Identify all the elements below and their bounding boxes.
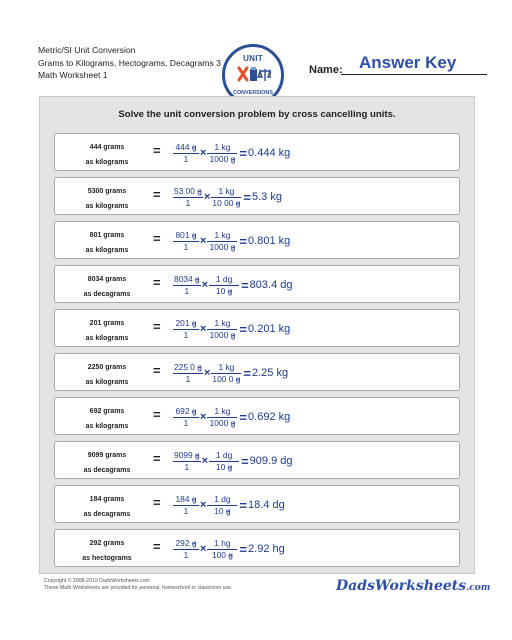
conversion-equation — [173, 314, 290, 344]
conversion-equation — [173, 490, 285, 520]
equals-sign: = — [153, 451, 161, 466]
conversion-equation — [173, 534, 285, 564]
problem-target: as decagrams — [83, 291, 131, 298]
factor-den-value: 1000 — [209, 417, 229, 428]
problem-given: 184 grams — [89, 496, 125, 503]
factor-den-value: 10 — [215, 285, 226, 296]
conversion-factor — [207, 230, 237, 253]
conversion-factor — [207, 494, 237, 517]
answer-value: 2.25 kg — [252, 367, 289, 379]
given-denominator: 1 — [185, 197, 191, 208]
cancelled-unit: g — [230, 417, 236, 428]
conversion-factor — [207, 142, 237, 165]
name-field — [309, 52, 487, 76]
times-sign: × — [200, 499, 207, 511]
given-value: 292 — [175, 537, 190, 548]
brand-tld: .com — [466, 583, 491, 593]
equals-sign: = — [153, 495, 161, 510]
problem-given: 801 grams — [89, 232, 125, 239]
given-fraction — [173, 406, 199, 429]
factor-denominator — [211, 198, 241, 209]
given-value: 53 00 — [174, 185, 195, 196]
problem-prompt — [65, 492, 149, 522]
times-sign: × — [200, 235, 207, 247]
times-sign: × — [203, 191, 211, 203]
conversion-factor — [209, 274, 239, 297]
factor-num-value: 1 — [214, 229, 220, 240]
answer-key-label: Answer Key — [359, 53, 457, 72]
given-denominator: 1 — [183, 417, 189, 428]
problem-given: 8034 grams — [87, 276, 127, 283]
given-denominator: 1 — [183, 549, 189, 560]
factor-denominator — [215, 286, 233, 297]
factor-denominator — [209, 330, 237, 341]
factor-numerator — [214, 230, 232, 241]
problem-given: 9099 grams — [87, 452, 127, 459]
problem-row — [54, 485, 460, 523]
factor-num-unit: kg — [221, 405, 231, 416]
problem-row — [54, 309, 460, 347]
given-value: 801 — [175, 229, 190, 240]
factor-den-value: 100 0 — [212, 373, 234, 384]
factor-num-value: 1 — [214, 493, 219, 504]
cancelled-unit: g — [227, 461, 233, 472]
given-numerator — [175, 406, 198, 417]
times-sign: × — [200, 323, 207, 335]
equals-sign: = — [153, 407, 161, 422]
times-sign: × — [200, 411, 207, 423]
cancelled-unit: g — [191, 493, 197, 504]
given-numerator — [175, 538, 198, 549]
answer-value: 803.4 dg — [249, 279, 293, 291]
factor-num-value: 1 — [214, 405, 220, 416]
conversion-factor — [209, 450, 239, 473]
problem-prompt — [65, 272, 149, 302]
problem-target: as kilograms — [85, 379, 129, 386]
conversion-factor — [211, 362, 241, 385]
cancelled-unit: g — [227, 285, 233, 296]
conversion-factor — [207, 538, 237, 561]
problem-row — [54, 353, 460, 391]
problem-target: as kilograms — [85, 423, 129, 430]
factor-den-value: 1000 — [209, 329, 229, 340]
cancelled-unit: g — [194, 273, 200, 284]
given-fraction — [173, 142, 199, 165]
factor-numerator — [217, 186, 235, 197]
cancelled-unit: g — [197, 361, 202, 372]
conversion-equation — [173, 358, 288, 388]
cancelled-unit: g — [191, 229, 197, 240]
logo-word-unit: UNIT — [243, 54, 263, 63]
worksheet-title-block — [38, 44, 221, 82]
given-fraction — [173, 318, 199, 341]
given-denominator: 1 — [183, 241, 189, 252]
answer-value: 909.9 dg — [249, 455, 293, 467]
footer-notice — [44, 578, 232, 592]
factor-den-value: 100 — [211, 549, 226, 560]
factor-numerator — [215, 274, 233, 285]
name-underline — [341, 74, 487, 75]
equals-sign: = — [153, 363, 161, 378]
result-equals: = — [241, 453, 249, 469]
result-equals: = — [239, 409, 248, 425]
factor-den-value: 10 — [214, 505, 224, 516]
problem-row — [54, 265, 460, 303]
result-equals: = — [239, 233, 248, 249]
cancelled-unit: g — [194, 449, 200, 460]
given-fraction — [173, 186, 203, 209]
given-denominator: 1 — [183, 153, 189, 164]
given-value: 8034 — [174, 273, 193, 284]
usage-notice: These Math Worksheets are provided for personal, homeschool or classroom use. — [44, 585, 233, 591]
given-fraction — [173, 450, 201, 473]
given-denominator: 1 — [183, 329, 189, 340]
result-equals: = — [243, 365, 251, 381]
factor-num-unit: kg — [225, 361, 235, 372]
problem-prompt — [65, 360, 149, 390]
factor-denominator — [211, 550, 234, 561]
problem-given: 692 grams — [89, 408, 125, 415]
factor-numerator — [213, 538, 231, 549]
cancelled-unit: g — [191, 405, 197, 416]
factor-num-value: 1 — [218, 361, 224, 372]
factor-num-unit: dg — [221, 493, 231, 504]
factor-num-unit: kg — [225, 185, 235, 196]
given-value: 201 — [175, 317, 190, 328]
factor-numerator — [213, 494, 231, 505]
problem-given: 292 grams — [89, 540, 125, 547]
given-numerator — [173, 450, 201, 461]
equals-sign: = — [153, 187, 161, 202]
conversion-factor — [207, 406, 237, 429]
conversion-equation — [173, 402, 290, 432]
times-sign: × — [200, 147, 207, 159]
problem-target: as kilograms — [85, 203, 129, 210]
result-equals: = — [239, 497, 248, 513]
result-equals: = — [239, 145, 248, 161]
problem-row — [54, 221, 460, 259]
given-numerator — [175, 494, 198, 505]
given-value: 9099 — [174, 449, 193, 460]
given-fraction — [173, 362, 203, 385]
brand-name: DadsWorksheets — [336, 578, 467, 594]
conversion-equation — [173, 226, 290, 256]
factor-num-unit: hg — [221, 537, 231, 548]
factor-num-unit: dg — [222, 449, 233, 460]
factor-den-value: 1000 — [209, 241, 229, 252]
instructions: Solve the unit conversion problem by cross cancelling units. — [118, 109, 396, 120]
given-value: 225 0 — [174, 361, 195, 372]
problem-row — [54, 133, 460, 171]
factor-num-value: 1 — [215, 273, 221, 284]
given-value: 184 — [175, 493, 190, 504]
worksheet-title-line2: Grams to Kilograms, Hectograms, Decagrams 3 — [38, 57, 221, 68]
factor-den-value: 10 — [215, 461, 226, 472]
problem-given: 5300 grams — [87, 188, 127, 195]
times-sign: × — [200, 543, 207, 555]
factor-num-unit: kg — [221, 317, 231, 328]
given-denominator: 1 — [183, 505, 189, 516]
equals-sign: = — [153, 275, 161, 290]
problem-prompt — [65, 448, 149, 478]
cancelled-unit: g — [230, 329, 236, 340]
result-equals: = — [239, 321, 248, 337]
factor-num-value: 1 — [214, 537, 219, 548]
brand-logo — [336, 578, 490, 594]
given-value: 444 — [175, 141, 190, 152]
problem-given: 444 grams — [89, 144, 125, 151]
factor-denominator — [209, 418, 237, 429]
given-value: 692 — [175, 405, 190, 416]
factor-denominator — [215, 462, 233, 473]
given-denominator: 1 — [185, 373, 191, 384]
given-fraction — [173, 494, 199, 517]
worksheet-title-line1: Metric/SI Unit Conversion — [38, 45, 136, 55]
equals-sign: = — [153, 231, 161, 246]
cancelled-unit: g — [235, 373, 241, 384]
times-sign: × — [201, 455, 209, 467]
problem-row — [54, 177, 460, 215]
given-numerator — [173, 362, 203, 373]
cancelled-unit: g — [228, 549, 233, 560]
logo-word-conversions: CONVERSIONS — [233, 90, 273, 96]
cancelled-unit: g — [235, 197, 241, 208]
given-fraction — [173, 230, 199, 253]
answer-value: 18.4 dg — [248, 499, 285, 511]
cancelled-unit: g — [225, 505, 231, 516]
factor-num-unit: kg — [221, 141, 231, 152]
cancelled-unit: g — [191, 317, 197, 328]
factor-den-value: 1000 — [209, 153, 229, 164]
problem-prompt — [65, 184, 149, 214]
given-numerator — [173, 274, 201, 285]
given-numerator — [175, 142, 198, 153]
result-equals: = — [241, 277, 249, 293]
problem-given: 2250 grams — [87, 364, 127, 371]
answer-value: 5.3 kg — [252, 191, 282, 203]
problem-prompt — [65, 140, 149, 170]
copyright-text: Copyright © 2008-2019 DadsWorksheets.com — [44, 578, 150, 584]
problem-target: as hectograms — [82, 555, 132, 562]
conversion-equation — [173, 182, 282, 212]
cancelled-unit: g — [230, 153, 236, 164]
problems-panel — [39, 96, 475, 574]
times-sign: × — [201, 279, 209, 291]
factor-num-unit: kg — [221, 229, 231, 240]
name-label: Name: — [309, 64, 343, 76]
factor-num-value: 1 — [218, 185, 224, 196]
factor-num-value: 1 — [214, 317, 220, 328]
conversion-factor — [207, 318, 237, 341]
problem-target: as kilograms — [85, 159, 129, 166]
answer-value: 0.692 kg — [248, 411, 291, 423]
problem-target: as kilograms — [85, 335, 129, 342]
given-fraction — [173, 538, 199, 561]
times-sign: × — [203, 367, 211, 379]
factor-numerator — [215, 450, 233, 461]
factor-denominator — [209, 154, 237, 165]
result-equals: = — [243, 189, 251, 205]
conversion-equation — [173, 138, 290, 168]
factor-numerator — [214, 406, 232, 417]
equals-sign: = — [153, 319, 161, 334]
cancelled-unit: g — [197, 185, 202, 196]
problem-target: as kilograms — [85, 247, 129, 254]
factor-numerator — [214, 318, 232, 329]
problem-prompt — [65, 228, 149, 258]
cancelled-unit: g — [191, 141, 197, 152]
answer-value: 0.444 kg — [248, 147, 291, 159]
problem-row — [54, 529, 460, 567]
factor-num-unit: dg — [222, 273, 233, 284]
conversion-factor — [211, 186, 241, 209]
problem-prompt — [65, 404, 149, 434]
cancelled-unit: g — [230, 241, 236, 252]
factor-num-value: 1 — [214, 141, 220, 152]
given-denominator: 1 — [184, 285, 190, 296]
given-fraction — [173, 274, 201, 297]
answer-value: 0.201 kg — [248, 323, 291, 335]
given-numerator — [175, 230, 198, 241]
worksheet-title-line3: Math Worksheet 1 — [38, 70, 108, 80]
answer-value: 2.92 hg — [248, 543, 285, 555]
answer-value: 0.801 kg — [248, 235, 291, 247]
given-numerator — [175, 318, 198, 329]
problem-row — [54, 441, 460, 479]
equals-sign: = — [153, 143, 161, 158]
problem-prompt — [65, 316, 149, 346]
given-numerator — [173, 186, 203, 197]
conversion-tools-icon — [237, 65, 271, 85]
factor-denominator — [211, 374, 241, 385]
factor-numerator — [217, 362, 235, 373]
factor-denominator — [209, 242, 237, 253]
result-equals: = — [239, 541, 248, 557]
conversion-equation — [173, 270, 293, 300]
given-denominator: 1 — [184, 461, 190, 472]
equals-sign: = — [153, 539, 161, 554]
problem-given: 201 grams — [89, 320, 125, 327]
problem-row — [54, 397, 460, 435]
factor-den-value: 10 00 — [212, 197, 234, 208]
problem-target: as decagrams — [83, 511, 131, 518]
factor-numerator — [214, 142, 232, 153]
factor-denominator — [213, 506, 231, 517]
problem-prompt — [65, 536, 149, 566]
factor-num-value: 1 — [215, 449, 221, 460]
problem-target: as decagrams — [83, 467, 131, 474]
cancelled-unit: g — [191, 537, 197, 548]
conversion-equation — [173, 446, 293, 476]
